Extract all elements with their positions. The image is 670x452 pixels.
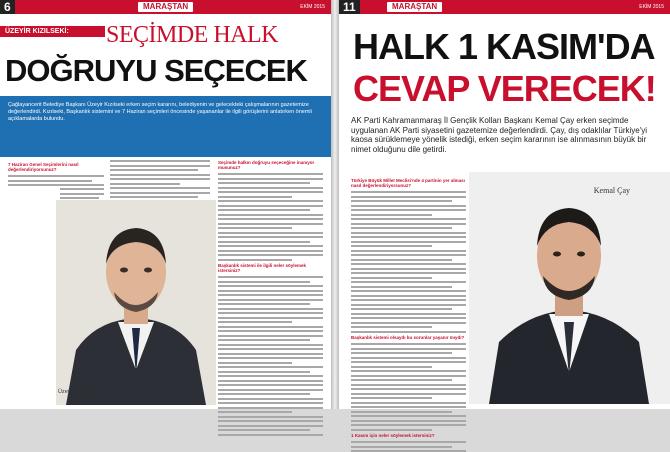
left-date: EKİM 2015 <box>300 4 325 10</box>
right-page-number: 11 <box>339 0 360 14</box>
right-brand-logo: MARAŞTAN <box>387 2 442 12</box>
right-photo-caption: Kemal Çay <box>593 186 630 195</box>
left-col-3 <box>218 110 323 405</box>
right-question-2: Başkanlık sistemi olsaydı bu sorunlar yaşanır mıydı? <box>351 335 465 340</box>
author-name: ÜZEYİR KIZILSEKİ: <box>0 26 105 37</box>
right-headline-2: CEVAP VERECEK! <box>353 68 656 109</box>
right-headline-1: HALK 1 KASIM'DA <box>353 26 655 67</box>
page-gutter <box>331 0 339 409</box>
left-question-2: Seçimde halkın doğruyu seçeceğine inanıyor musunuz? <box>218 160 315 170</box>
right-date: EKİM 2015 <box>639 4 664 10</box>
left-portrait-photo <box>56 200 216 405</box>
right-lead-text: AK Parti Kahramanmaraş İl Gençlik Kolları Başkanı Kemal Çay erken seçimde uygulanan AK Parti siyasetini gazetemize değerlendirdi. Çay, dış odaklılar Türkiye'yi kaosa sürüklemeye yönelik istediği, erken seçim kararının ise alınmasının büyük bir nimet olduğunu dile getirdi. <box>351 116 648 154</box>
man-portrait-icon <box>56 200 216 405</box>
left-headline-1: SEÇİMDE HALK <box>106 22 278 48</box>
left-page-number: 6 <box>0 0 15 14</box>
right-portrait-photo <box>469 172 670 404</box>
right-col-1 <box>351 176 466 438</box>
left-lead-text: Çağlayancerit Belediye Başkanı Üzeyir Kızılseki erken seçim kararını, belediyenin ve gelecekteki çalışmalarının gazetemize değerlendirdi. Kızılseki, Başkanlık sistemini ve 7 Haziran seçimleri öncesinde yaşananlar ile ilgili görüşlerini anlatırken önemli açıklamalarda bulundu. <box>8 102 312 122</box>
left-brand-logo: MARAŞTAN <box>138 2 193 12</box>
left-headline-2: DOĞRUYU SEÇECEK <box>5 53 307 88</box>
left-question-1: 7 Haziran Genel Seçimlerini nasıl değerlendiriyorsunuz? <box>8 162 79 172</box>
right-page <box>339 0 670 438</box>
left-page <box>0 0 331 409</box>
man-portrait-icon <box>469 172 670 404</box>
left-question-3: Başkanlık sistemi ile ilgili neler söylemek istersiniz? <box>218 263 307 273</box>
right-question-3: 1 Kasım için neler söylemek istersiniz? <box>351 433 435 438</box>
left-col-1-top <box>8 160 104 190</box>
right-question-1: Türkiye Büyük Millet Meclisi'nde 4 partinin yer alması nasıl değerlendiriyorsunuz? <box>351 178 465 188</box>
left-photo-caption: Üzeyir Kızılseki <box>58 389 96 395</box>
